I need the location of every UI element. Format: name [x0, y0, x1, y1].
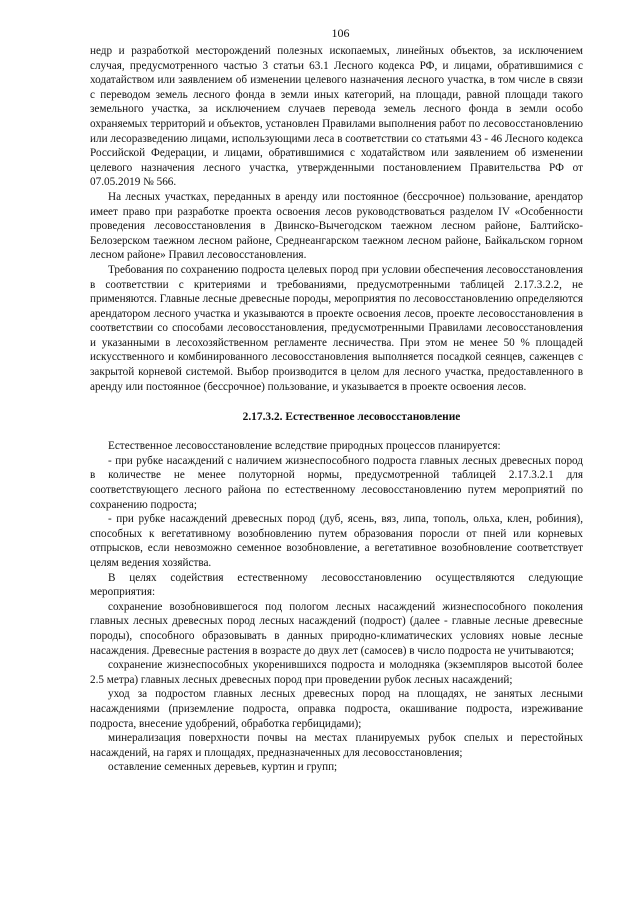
paragraph: - при рубке насаждений древесных пород (дуб, ясень, вяз, липа, тополь, ольха, клен, робиния), способных к вегетативному возобновлению путем образования поросли от пней или корневых отпрысков, если невозможно семенное возобновление, а вегетативное возобновление соответствует целям ведения хозяйства.	[90, 513, 583, 569]
section-heading: 2.17.3.2. Естественное лесовосстановление	[242, 411, 461, 424]
paragraph: сохранение жизнеспособных укоренившихся подроста и молодняка (экземпляров высотой более 2.5 метра) главных лесных древесных пород при проведении рубок лесных насаждений;	[90, 659, 583, 686]
paragraph: уход за подростом главных лесных древесных пород на площадях, не занятых лесными насаждениями (приземление подроста, оправка подроста, окашивание подроста, изреживание подроста, внесение удобрений, обработка гербицидами);	[90, 688, 583, 730]
paragraph: минерализация поверхности почвы на местах планируемых рубок спелых и перестойных насаждений, на гарях и площадях, предназначенных для лесовосстановления;	[90, 732, 583, 759]
section-two	[90, 439, 583, 775]
paragraph: сохранение возобновившегося под пологом лесных насаждений жизнеспособного поколения главных лесных древесных пород лесных насаждений (подрост) (далее - главные лесные древесные породы), способного образовывать в данных природно-климатических условиях новые лесные насаждения. Древесные растения в возрасте до двух лет (самосев) в число подроста не учитываются;	[90, 600, 583, 657]
paragraph: недр и разработкой месторождений полезных ископаемых, линейных объектов, за исключением случая, предусмотренного частью 3 статьи 63.1 Лесного кодекса РФ, и лицами, обратившимися с ходатайством или заявлением об изменении целевого назначения лесного участка, в том числе в связи с переводом земель лесного фонда в земли иных категорий, на площади, равной площади такого земельного участка, за исключением случаев перевода земель лесного фонда в земли особо охраняемых территорий и объектов, установлен Правилами выполнения работ по лесовосстановлению или лесоразведению лицами, использующими леса в соответствии со статьями 43 - 46 Лесного кодекса Российской Федерации, и лицами, обратившимися с ходатайством или заявлением об изменении целевого назначения лесного участка, утвержденными постановлением Правительства РФ от 07.05.2019 № 566.	[90, 45, 583, 189]
paragraph: На лесных участках, переданных в аренду или постоянное (бессрочное) пользование, арендатор имеет право при разработке проекта освоения лесов руководствоваться разделом IV «Особенности проведения лесовосстановления в Двинско-Вычегодском таежном лесном районе, Балтийско-Белозерском таежном лесном районе, Среднеангарском таежном лесном районе, Байкальском горном лесном районе» Правил лесовосстановления.	[90, 190, 583, 262]
paragraph: В целях содействия естественному лесовосстановлению осуществляются следующие мероприятия:	[90, 571, 583, 599]
section-intro: Естественное лесовосстановление вследствие природных процессов планируется:	[108, 440, 501, 453]
paragraph: Требования по сохранению подроста целевых пород при условии обеспечения лесовосстановления в соответствии с критериями и требованиями, предусмотренными таблицей 2.17.3.2.2, не применяются. Главные лесные древесные породы, мероприятия по лесовосстановлению определяются арендатором лесного участка и указываются в проекте освоения лесов, проекте лесовосстановления в соответствии со способами лесовосстановления, предусмотренными Правилами лесовосстановления и указанными в лесохозяйственном регламенте лесничества. При этом не менее 50 % площадей искусственного и комбинированного лесовосстановления выполняется посадкой сеянцев, саженцев с закрытой корневой системой. Выбор производится в целом для лесного участка, предоставленного в аренду или постоянное (бессрочное) пользование, и указывается в проекте освоения лесов.	[90, 263, 583, 393]
page-number: 106	[331, 26, 350, 40]
paragraph: оставление семенных деревьев, куртин и групп;	[108, 761, 338, 774]
section-one	[90, 44, 583, 394]
paragraph: - при рубке насаждений с наличием жизнеспособного подроста главных лесных древесных пород в количестве не менее полуторной нормы, предусмотренной таблицей 2.17.3.2.1 для соответствующего лесного района по естественному лесовосстановлению путем мероприятий по сохранению подроста;	[90, 454, 583, 511]
